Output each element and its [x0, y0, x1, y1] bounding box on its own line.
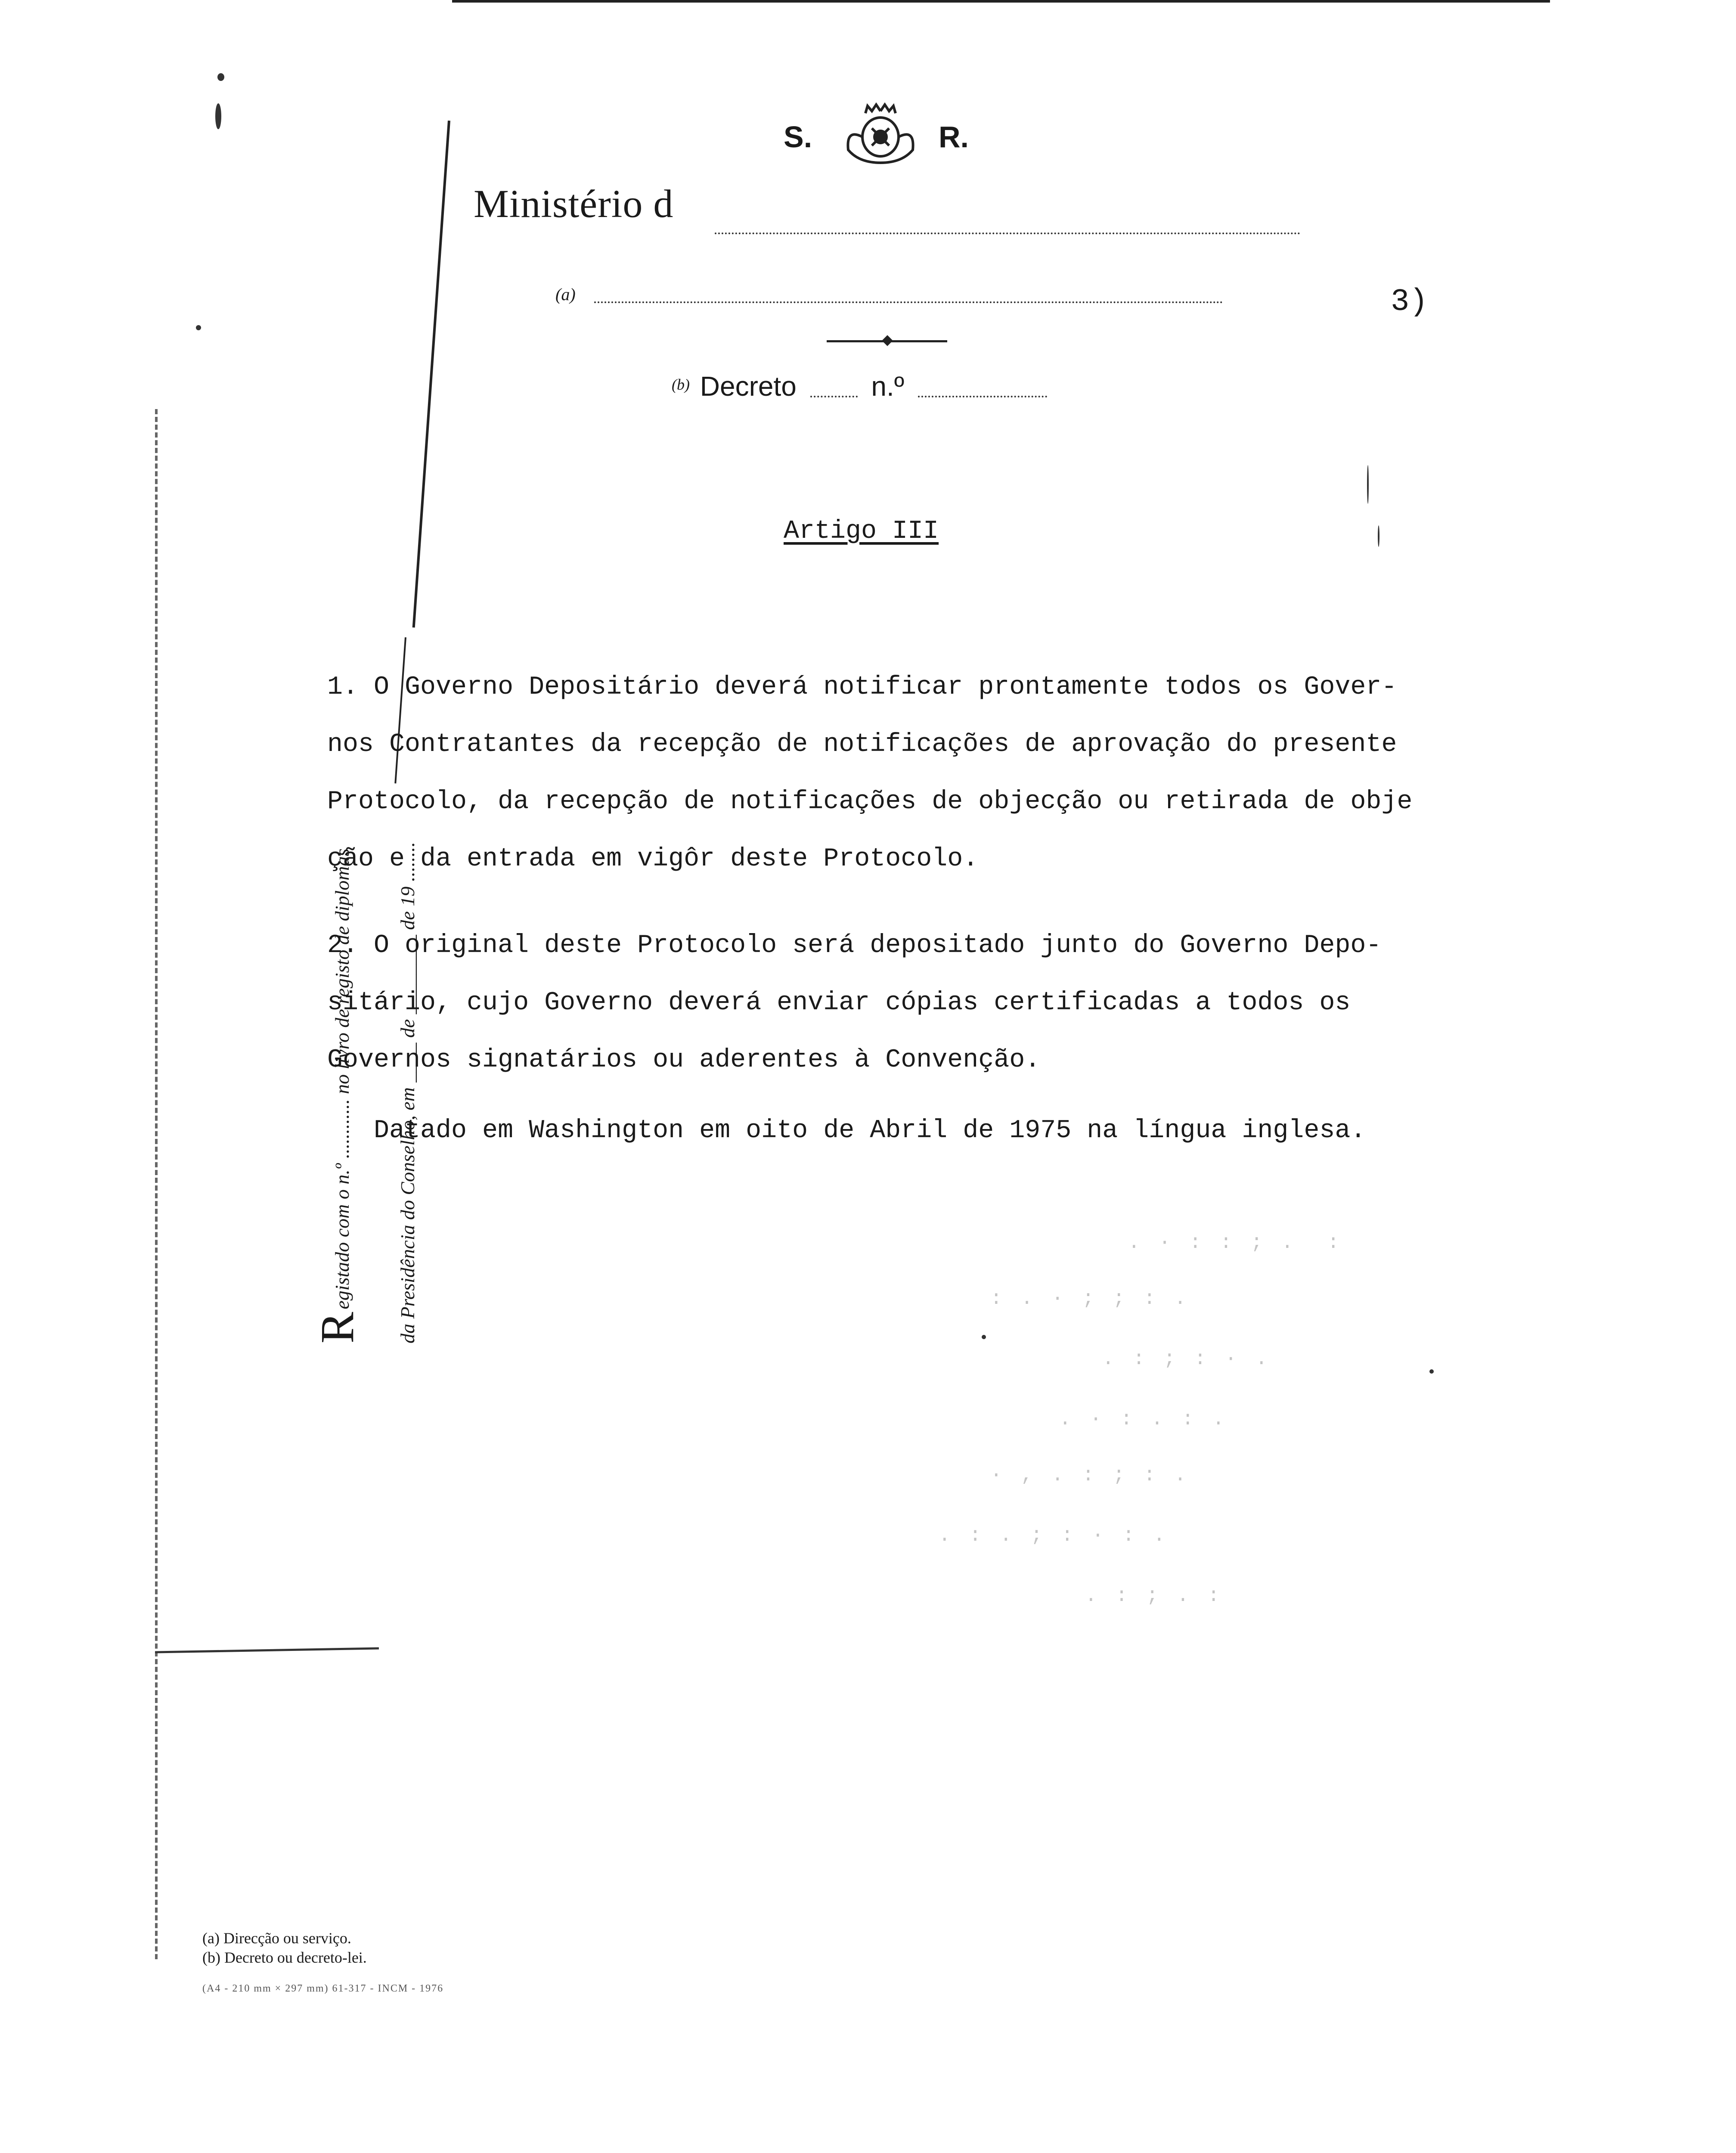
b-marker: (b) — [672, 376, 690, 393]
footnote-a: (a) Direcção ou serviço. — [202, 1930, 351, 1947]
presidency-line: da Presidência do Conselho, em ____ de ________ de 19 ........ — [397, 842, 418, 1343]
letterhead — [784, 102, 1008, 167]
top-rule — [452, 0, 1550, 3]
printer-imprint: (A4 - 210 mm × 297 mm) 61-317 - INCM - 1976 — [202, 1983, 444, 1994]
a-marker: (a) — [555, 285, 576, 304]
bleed-through-mark: . : ; : · . — [1102, 1348, 1271, 1370]
bleed-through-mark: . · : . : . — [1059, 1408, 1228, 1430]
bleed-through-mark: . : ; . : — [1085, 1585, 1223, 1607]
paragraph-2: 2. O original deste Protocolo será depositado junto do Governo Depo- sitário, cujo Governo deverá enviar cópias certificadas a todos os Governos signatários ou aderentes à Convenção. — [327, 931, 1382, 1075]
decreto-fill — [810, 396, 858, 397]
speck — [1429, 1369, 1434, 1374]
register-line — [310, 842, 396, 1343]
paragraph-3: Datado em Washington em oito de Abril de 1975 na língua inglesa. — [327, 1116, 1366, 1145]
numero-fill — [918, 396, 1047, 397]
register-initial: R — [311, 1312, 363, 1343]
ministerio-fill-line — [715, 233, 1300, 234]
decreto-line — [672, 370, 1047, 402]
speck — [196, 325, 201, 330]
divider-diamond-icon — [882, 335, 893, 346]
bleed-through-mark: . : . ; : · : . — [939, 1524, 1169, 1547]
letterhead-right-letter: R. — [939, 120, 969, 154]
register-text: egistado com o n.º ............ no livro de registo de diplomas — [331, 848, 353, 1309]
ministerio-label: Ministério d — [474, 182, 674, 226]
coat-of-arms-icon — [837, 102, 924, 167]
numero-label: n.º — [871, 371, 905, 402]
bleed-through-mark: . · : : ; . : — [1128, 1232, 1343, 1254]
margin-vertical-line — [412, 121, 450, 628]
registration-margin-note — [310, 842, 482, 1343]
speck — [982, 1335, 986, 1339]
bleed-through-mark: : . · ; ; : . — [990, 1287, 1190, 1310]
footnote-b: (b) Decreto ou decreto-lei. — [202, 1949, 367, 1966]
a-fill-line — [594, 301, 1223, 303]
speck — [217, 73, 224, 81]
article-heading: Artigo III — [784, 517, 939, 546]
speck — [215, 103, 221, 129]
letterhead-left-letter: S. — [784, 120, 812, 154]
speck — [1378, 525, 1380, 547]
speck — [1367, 465, 1369, 504]
bleed-through-mark: · , . : ; : . — [990, 1464, 1190, 1486]
page-number: 3) — [1391, 284, 1428, 320]
margin-rule — [155, 1647, 379, 1653]
binding-edge-line — [155, 409, 158, 1959]
decreto-label: Decreto — [700, 371, 797, 402]
paragraph-1: 1. O Governo Depositário deverá notificar prontamente todos os Gover- nos Contratantes da recepção de notificações de aprovação do presente Protocolo, da recepção de notificações de objecção ou retirada de obje ção e da entrada em vigôr deste Protocolo. — [327, 673, 1413, 874]
